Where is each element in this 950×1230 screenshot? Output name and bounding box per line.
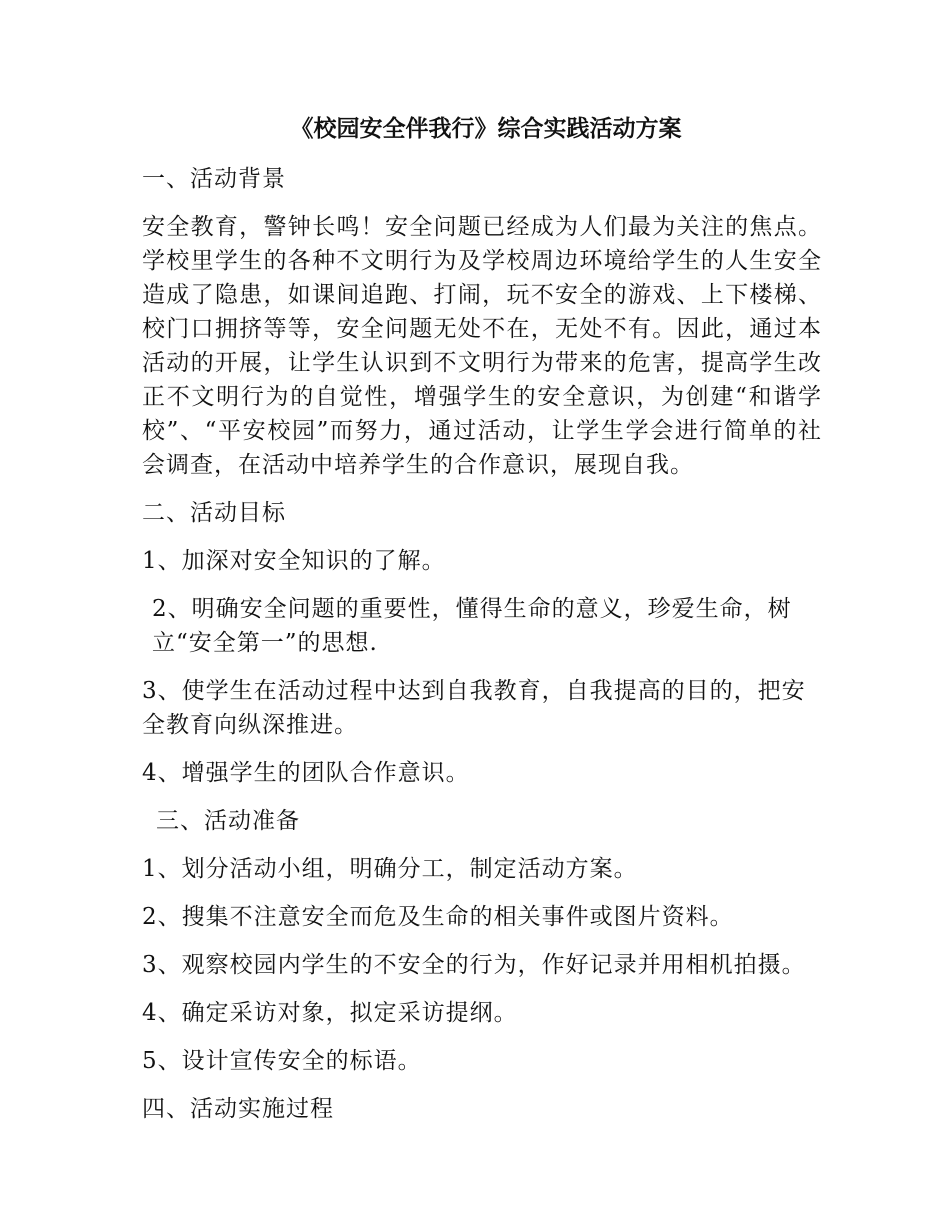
section-heading-implementation: 四、活动实施过程 <box>142 1096 334 1122</box>
preparation-item-2: 2、搜集不注意安全而危及生命的相关事件或图片资料。 <box>142 904 734 930</box>
section-heading-preparation: 三、活动准备 <box>156 808 300 834</box>
background-paragraph: 安全教育，警钟长鸣！安全问题已经成为人们最为关注的焦点。学校里学生的各种不文明行为及学校周边环境给学生的人生安全造成了隐患，如课间追跑、打闹，玩不安全的游戏、上下楼梯、校门口拥挤等等，安全问题无处不在，无处不有。因此，通过本活动的开展，让学生认识到不文明行为带来的危害，提高学生改正不文明行为的自觉性，增强学生的安全意识，为创建“和谐学校”、“平安校园”而努力，通过活动，让学生学会进行简单的社会调查，在活动中培养学生的合作意识，展现自我。 <box>142 214 822 478</box>
preparation-item-1: 1、划分活动小组，明确分工，制定活动方案。 <box>142 856 638 882</box>
preparation-item-3: 3、观察校园内学生的不安全的行为，作好记录并用相机拍摄。 <box>142 952 806 978</box>
preparation-item-5: 5、设计宣传安全的标语。 <box>142 1048 422 1074</box>
goal-item-4: 4、增强学生的团队合作意识。 <box>142 760 470 786</box>
goal-item-1: 1、加深对安全知识的了解。 <box>142 548 446 574</box>
document-title: 《校园安全伴我行》综合实践活动方案 <box>290 115 682 142</box>
goal-item-3: 3、使学生在活动过程中达到自我教育，自我提高的目的，把安全教育向纵深推进。 <box>142 678 806 738</box>
preparation-item-4: 4、确定采访对象，拟定采访提纲。 <box>142 1000 518 1026</box>
section-heading-goals: 二、活动目标 <box>142 500 286 526</box>
section-heading-background: 一、活动背景 <box>142 166 286 192</box>
goal-item-2: 2、明确安全问题的重要性，懂得生命的意义，珍爱生命，树立“安全第一”的思想. <box>152 596 792 656</box>
